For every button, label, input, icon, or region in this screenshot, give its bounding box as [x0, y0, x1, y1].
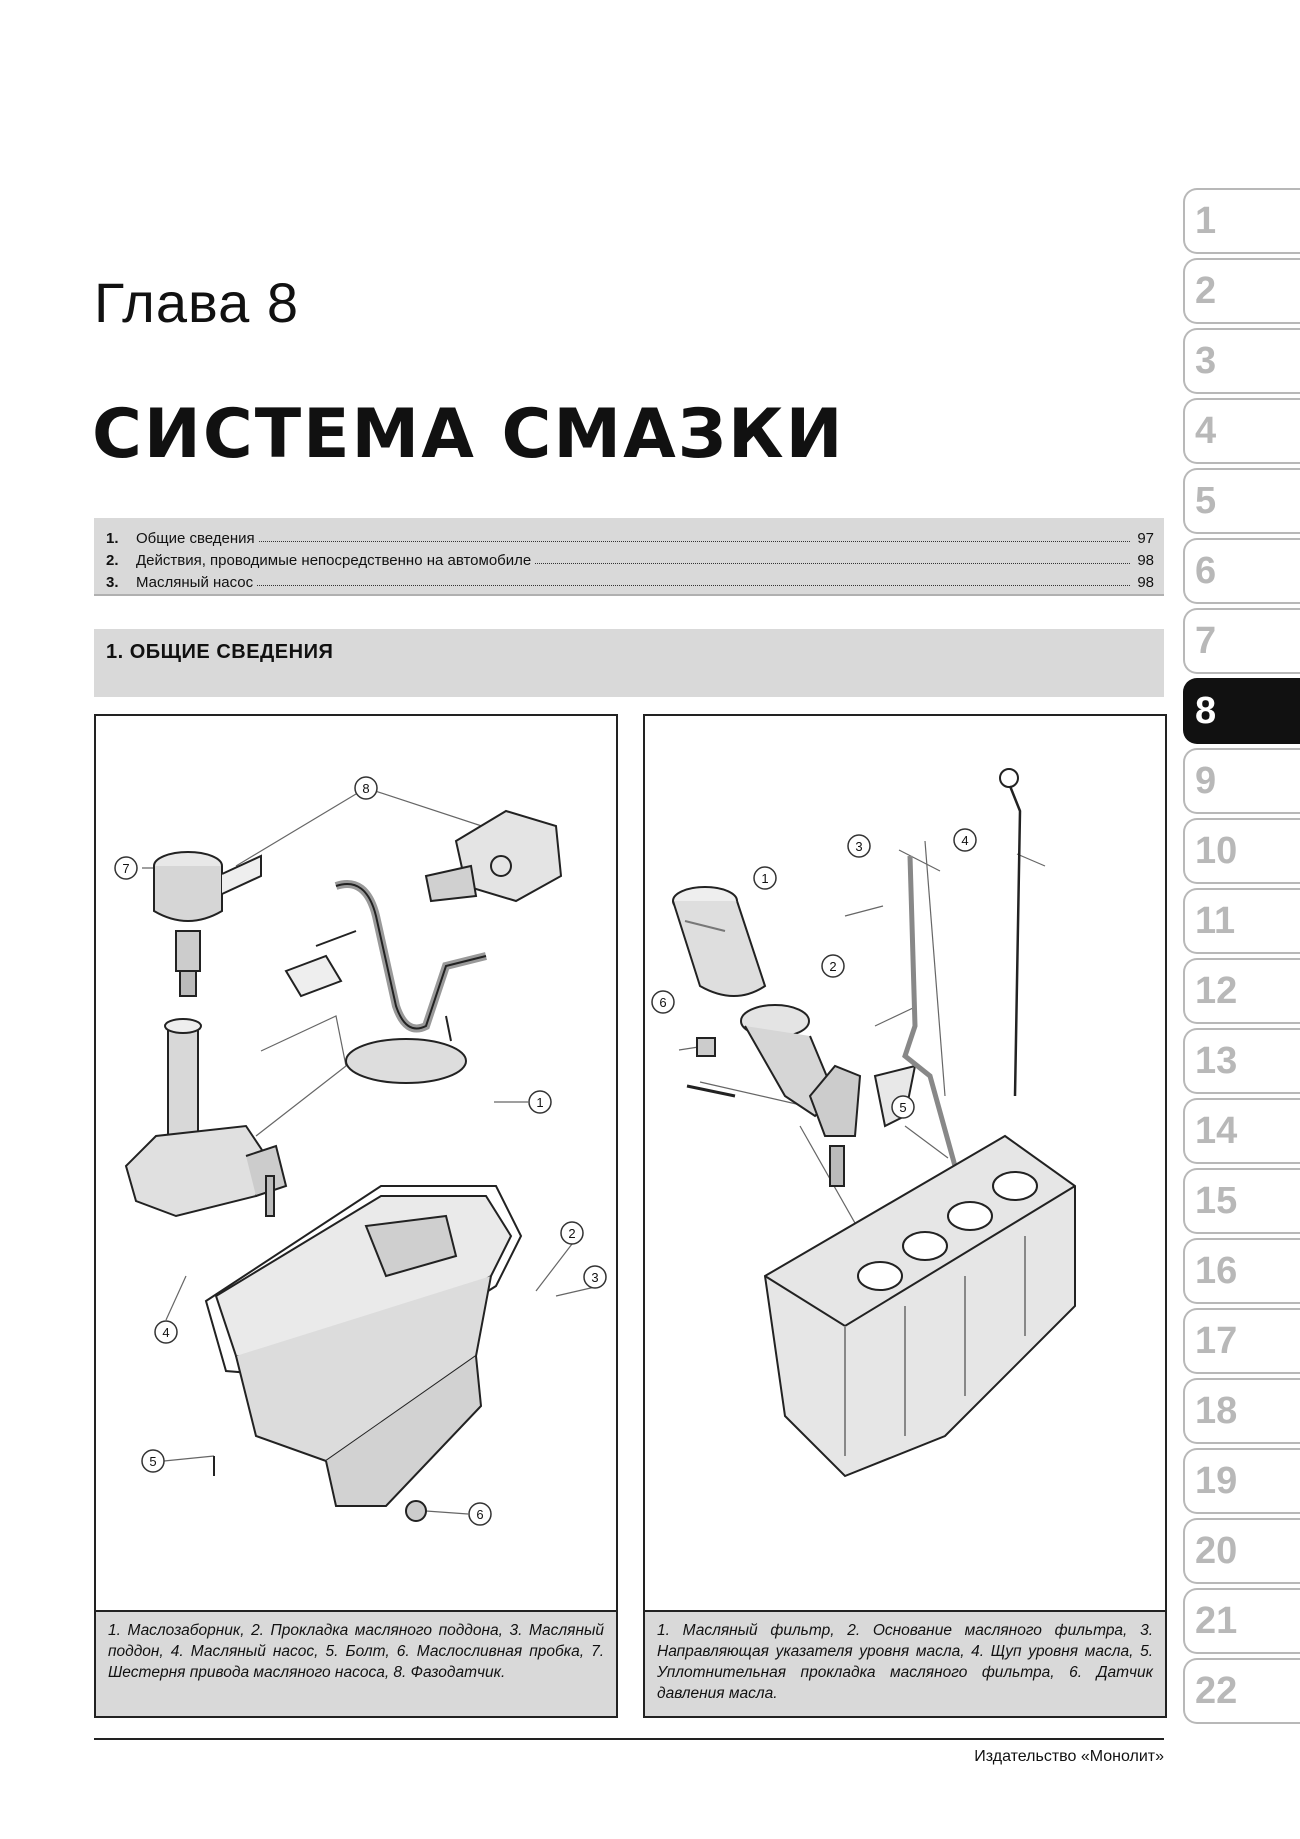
- callout-label: 8: [362, 781, 370, 796]
- chapter-tab-4[interactable]: 4: [1183, 398, 1300, 464]
- section-header: [94, 629, 1164, 697]
- chapter-tab-19[interactable]: 19: [1183, 1448, 1300, 1514]
- oil-pressure-sensor-part: [687, 1038, 735, 1096]
- toc-number: 2.: [106, 552, 119, 569]
- chapter-tab-6[interactable]: 6: [1183, 538, 1300, 604]
- figure-lubrication-parts: [94, 714, 618, 1718]
- chapter-tab-15[interactable]: 15: [1183, 1168, 1300, 1234]
- chapter-tab-17[interactable]: 17: [1183, 1308, 1300, 1374]
- toc-title: Масляный насос: [136, 574, 254, 591]
- drive-gear-part: [154, 852, 261, 996]
- toc-page: 98: [1137, 552, 1154, 569]
- chapter-tab-20[interactable]: 20: [1183, 1518, 1300, 1584]
- chapter-tab-22[interactable]: 22: [1183, 1658, 1300, 1724]
- callout-label: 4: [961, 833, 969, 848]
- toc-page: 97: [1137, 530, 1154, 547]
- chapter-tab-14[interactable]: 14: [1183, 1098, 1300, 1164]
- toc-item[interactable]: [106, 549, 1154, 569]
- chapter-tab-2[interactable]: 2: [1183, 258, 1300, 324]
- oil-filter-parts-drawing: [645, 716, 1165, 1610]
- chapter-label: Глава 8: [94, 271, 299, 334]
- chapter-tab-3[interactable]: 3: [1183, 328, 1300, 394]
- chapter-tab-1[interactable]: 1: [1183, 188, 1300, 254]
- phase-sensor-part: [426, 811, 561, 901]
- chapter-tab-13[interactable]: 13: [1183, 1028, 1300, 1094]
- chapter-tab-18[interactable]: 18: [1183, 1378, 1300, 1444]
- toc-leader: [257, 585, 1130, 586]
- oil-pan-part: [206, 1186, 521, 1521]
- callout-label: 5: [899, 1100, 907, 1115]
- figure-caption: 1. Масляный фильтр, 2. Основание масляного фильтра, 3. Направляющая указателя уровня масла, 4. Щуп уровня масла, 5. Уплотнительная прокладка масляного фильтра, 6. Датчик давления масла.: [645, 1610, 1165, 1716]
- figure-caption: 1. Маслозаборник, 2. Прокладка масляного поддона, 3. Масляный поддон, 4. Масляный насос, 5. Болт, 6. Маслосливная пробка, 7. Шестерня привода масляного насоса, 8. Фазодатчик.: [96, 1610, 616, 1716]
- callout-label: 1: [761, 871, 769, 886]
- section-title: 1. ОБЩИЕ СВЕДЕНИЯ: [106, 641, 334, 663]
- toc-title: Действия, проводимые непосредственно на автомобиле: [136, 552, 532, 569]
- callout-label: 5: [149, 1454, 157, 1469]
- engine-block-part: [765, 1136, 1075, 1476]
- figure-oil-filter-parts: [643, 714, 1167, 1718]
- callout-label: 2: [829, 959, 837, 974]
- toc-item[interactable]: [106, 571, 1154, 591]
- chapter-tab-11[interactable]: 11: [1183, 888, 1300, 954]
- callout-label: 4: [162, 1325, 170, 1340]
- chapter-tab-10[interactable]: 10: [1183, 818, 1300, 884]
- toc-leader: [259, 541, 1130, 542]
- chapter-contents: [94, 518, 1164, 596]
- toc-item[interactable]: [106, 527, 1154, 547]
- oil-filter-part: [673, 887, 765, 996]
- chapter-title: СИСТЕМА СМАЗКИ: [92, 395, 845, 474]
- callout-label: 3: [591, 1270, 599, 1285]
- toc-number: 3.: [106, 574, 119, 591]
- oil-pump-part: [126, 1019, 286, 1216]
- dipstick-part: [1000, 769, 1020, 1096]
- toc-leader: [535, 563, 1130, 564]
- chapter-tab-7[interactable]: 7: [1183, 608, 1300, 674]
- lubrication-parts-drawing: [96, 716, 616, 1610]
- toc-number: 1.: [106, 530, 119, 547]
- callout-label: 3: [855, 839, 863, 854]
- chapter-tab-12[interactable]: 12: [1183, 958, 1300, 1024]
- callout-label: 2: [568, 1226, 576, 1241]
- chapter-tab-21[interactable]: 21: [1183, 1588, 1300, 1654]
- footer-rule: [94, 1738, 1164, 1740]
- chapter-tab-16[interactable]: 16: [1183, 1238, 1300, 1304]
- chapter-tab-9[interactable]: 9: [1183, 748, 1300, 814]
- callout-label: 7: [122, 861, 130, 876]
- publisher-credit: Издательство «Монолит»: [974, 1748, 1164, 1765]
- toc-page: 98: [1137, 574, 1154, 591]
- oil-pickup-part: [286, 884, 486, 1083]
- callout-label: 6: [476, 1507, 484, 1522]
- chapter-tab-8[interactable]: 8: [1183, 678, 1300, 744]
- toc-title: Общие сведения: [136, 530, 255, 547]
- callout-label: 1: [536, 1095, 544, 1110]
- callout-label: 6: [659, 995, 667, 1010]
- chapter-tab-5[interactable]: 5: [1183, 468, 1300, 534]
